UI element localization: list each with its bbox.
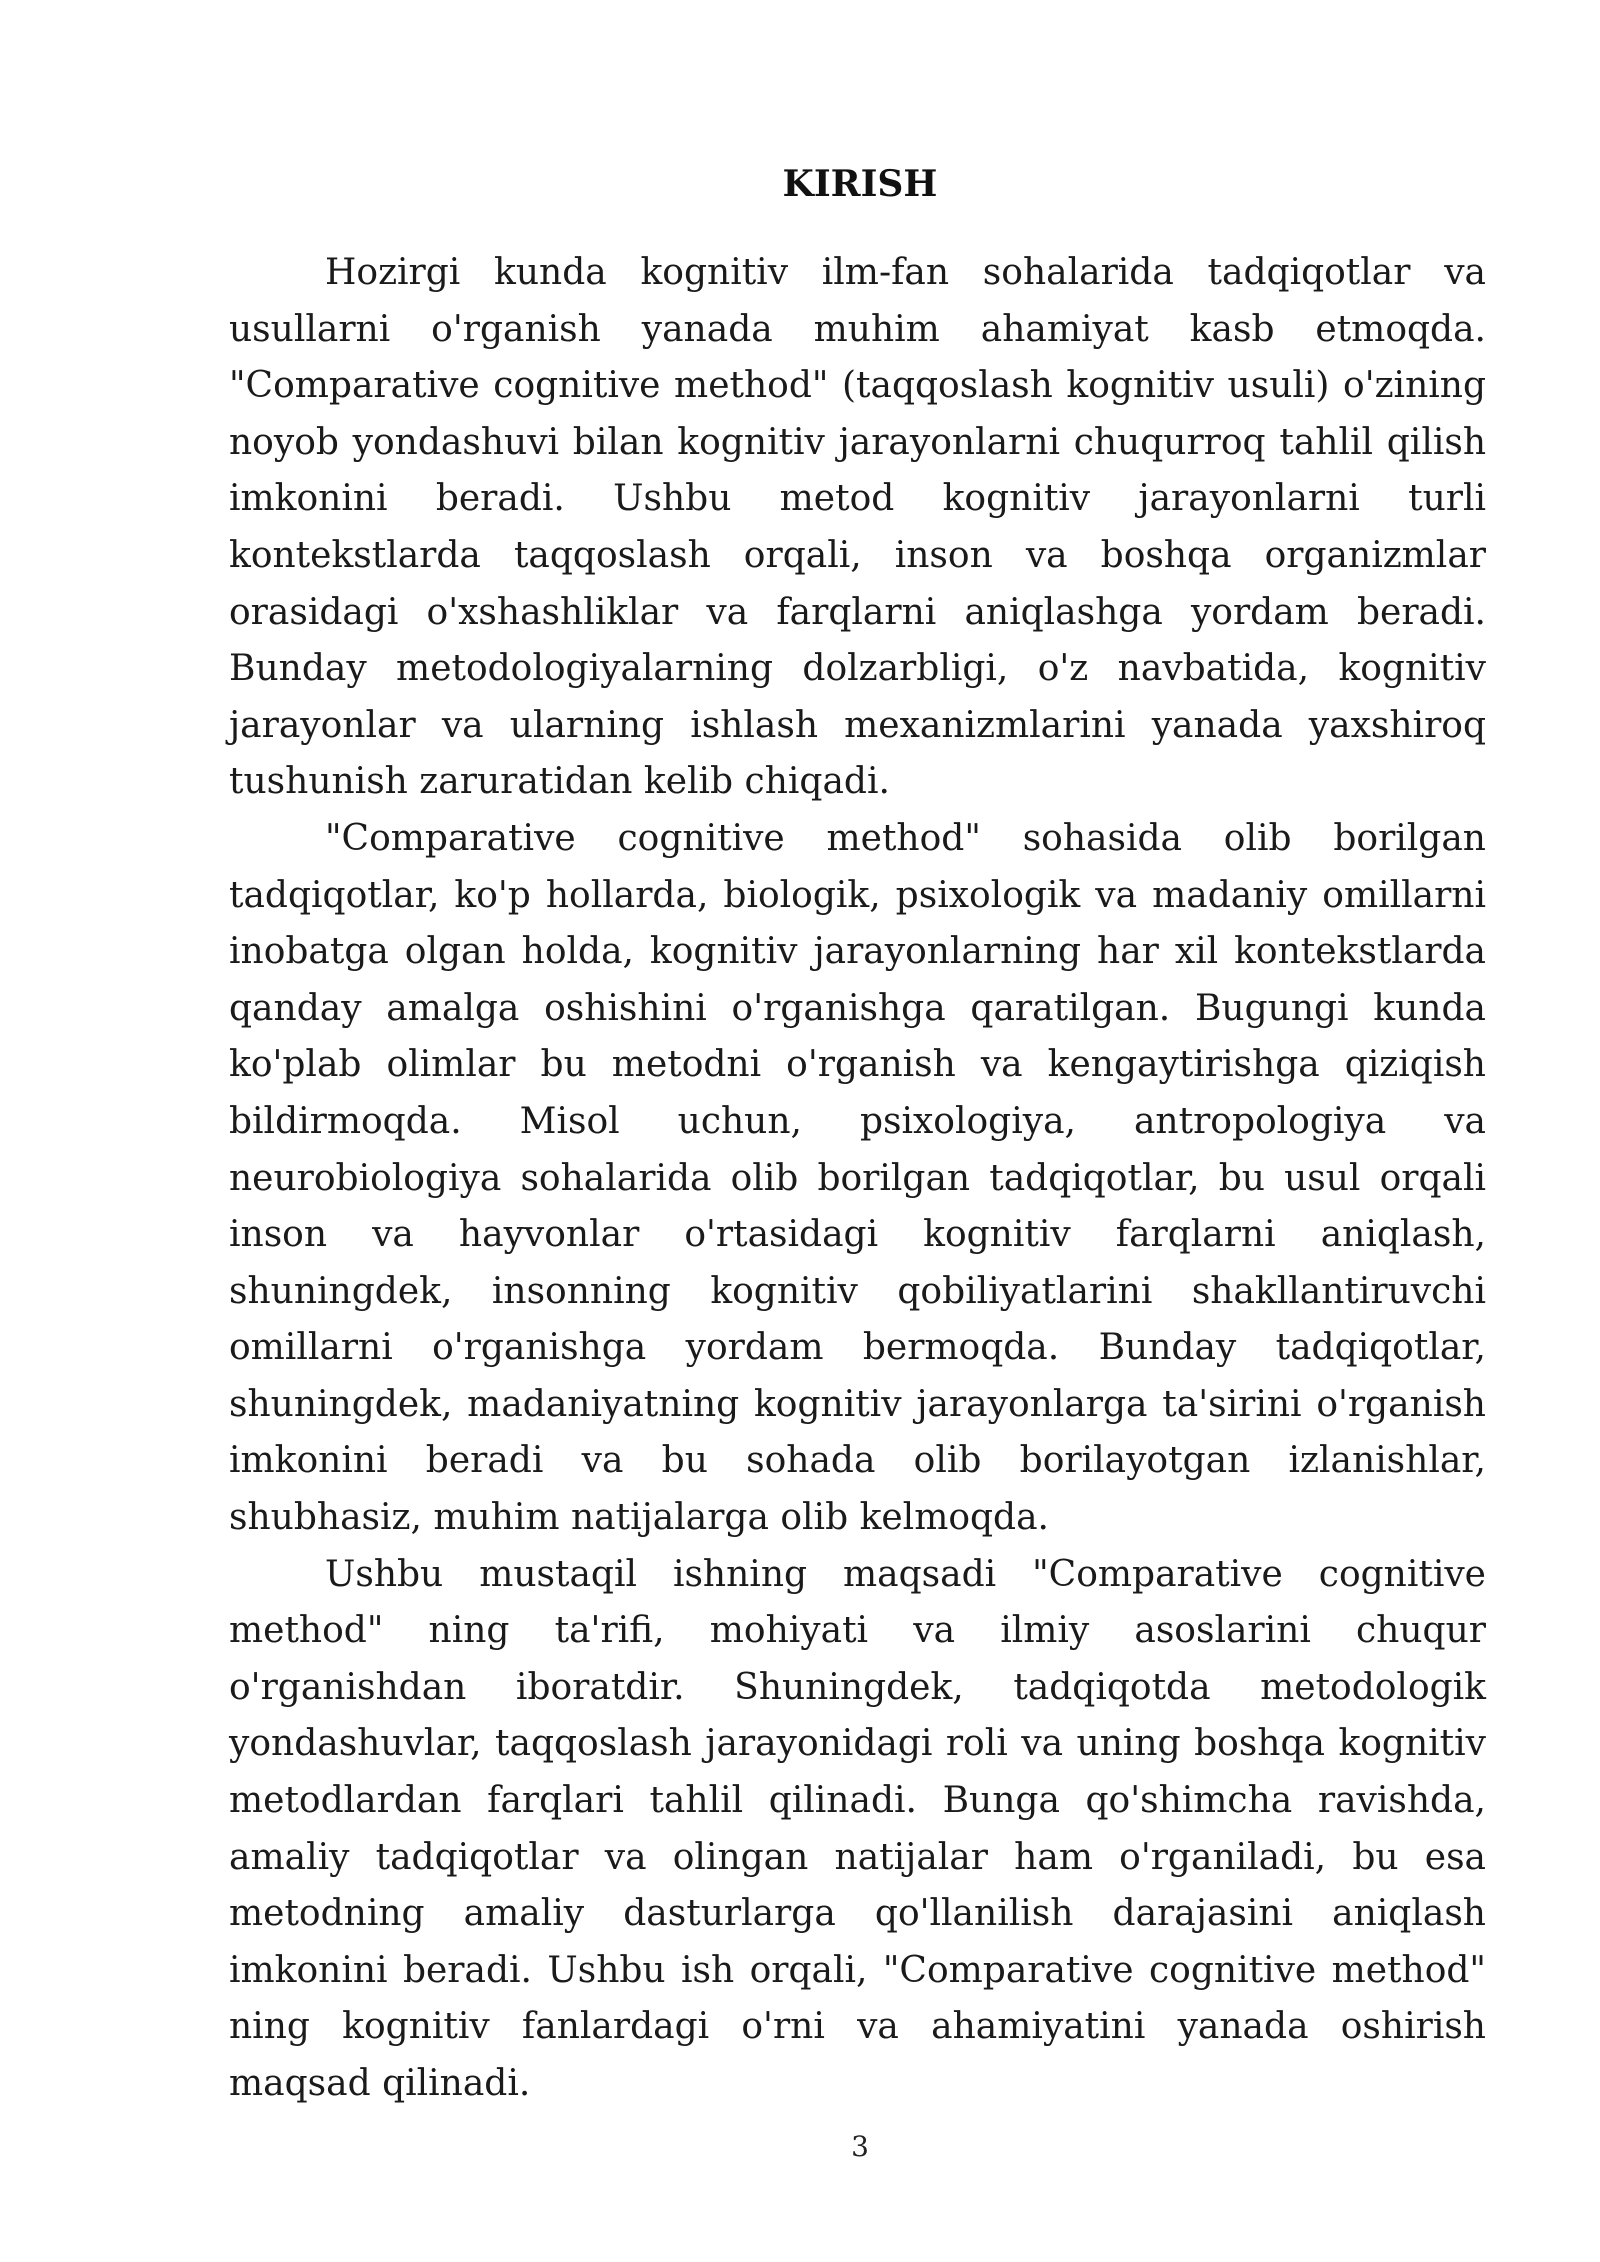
paragraph-1: Hozirgi kunda kognitiv ilm-fan sohalarida tadqiqotlar va usullarni o'rganish yanada muhim ahamiyat kasb etmoqda. "Comparative cognitive method" (taqqoslash kognitiv usuli) o'zining noyob yondashuvi bilan kognitiv jarayonlarni chuqurroq tahlil qilish imkonini beradi. Ushbu metod kognitiv jarayonlarni turli kontekstlarda taqqoslash orqali, inson va boshqa organizmlar orasidagi o'xshashliklar va farqlarni aniqlashga yordam beradi. Bunday metodologiyalarning dolzarbligi, o'z navbatida, kognitiv jarayonlar va ularning ishlash mexanizmlarini yanada yaxshiroq tushunish zaruratidan kelib chiqadi.: [229, 252, 1486, 803]
body-text: [229, 245, 1486, 2113]
paragraph-3: Ushbu mustaqil ishning maqsadi "Comparative cognitive method" ning ta'rifi, mohiyati va ilmiy asoslarini chuqur o'rganishdan iboratdir. Shuningdek, tadqiqotda metodologik yondashuvlar, taqqoslash jarayonidagi roli va uning boshqa kognitiv metodlardan farqlari tahlil qilinadi. Bunga qo'shimcha ravishda, amaliy tadqiqotlar va olingan natijalar ham o'rganiladi, bu esa metodning amaliy dasturlarga qo'llanilish darajasini aniqlash imkonini beradi. Ushbu ish orqali, "Comparative cognitive method" ning kognitiv fanlardagi o'rni va ahamiyatini yanada oshirish maqsad qilinadi.: [229, 1553, 1486, 2104]
page-title: KIRISH: [782, 163, 938, 205]
page-number: 3: [851, 2130, 869, 2163]
paragraph-2: "Comparative cognitive method" sohasida olib borilgan tadqiqotlar, ko'p hollarda, biologik, psixologik va madaniy omillarni inobatga olgan holda, kognitiv jarayonlarning har xil kontekstlarda qanday amalga oshishini o'rganishga qaratilgan. Bugungi kunda ko'plab olimlar bu metodni o'rganish va kengaytirishga qiziqish bildirmoqda. Misol uchun, psixologiya, antropologiya va neurobiologiya sohalarida olib borilgan tadqiqotlar, bu usul orqali inson va hayvonlar o'rtasidagi kognitiv farqlarni aniqlash, shuningdek, insonning kognitiv qobiliyatlarini shakllantiruvchi omillarni o'rganishga yordam bermoqda. Bunday tadqiqotlar, shuningdek, madaniyatning kognitiv jarayonlarga ta'sirini o'rganish imkonini beradi va bu sohada olib borilayotgan izlanishlar, shubhasiz, muhim natijalarga olib kelmoqda.: [229, 817, 1486, 1539]
